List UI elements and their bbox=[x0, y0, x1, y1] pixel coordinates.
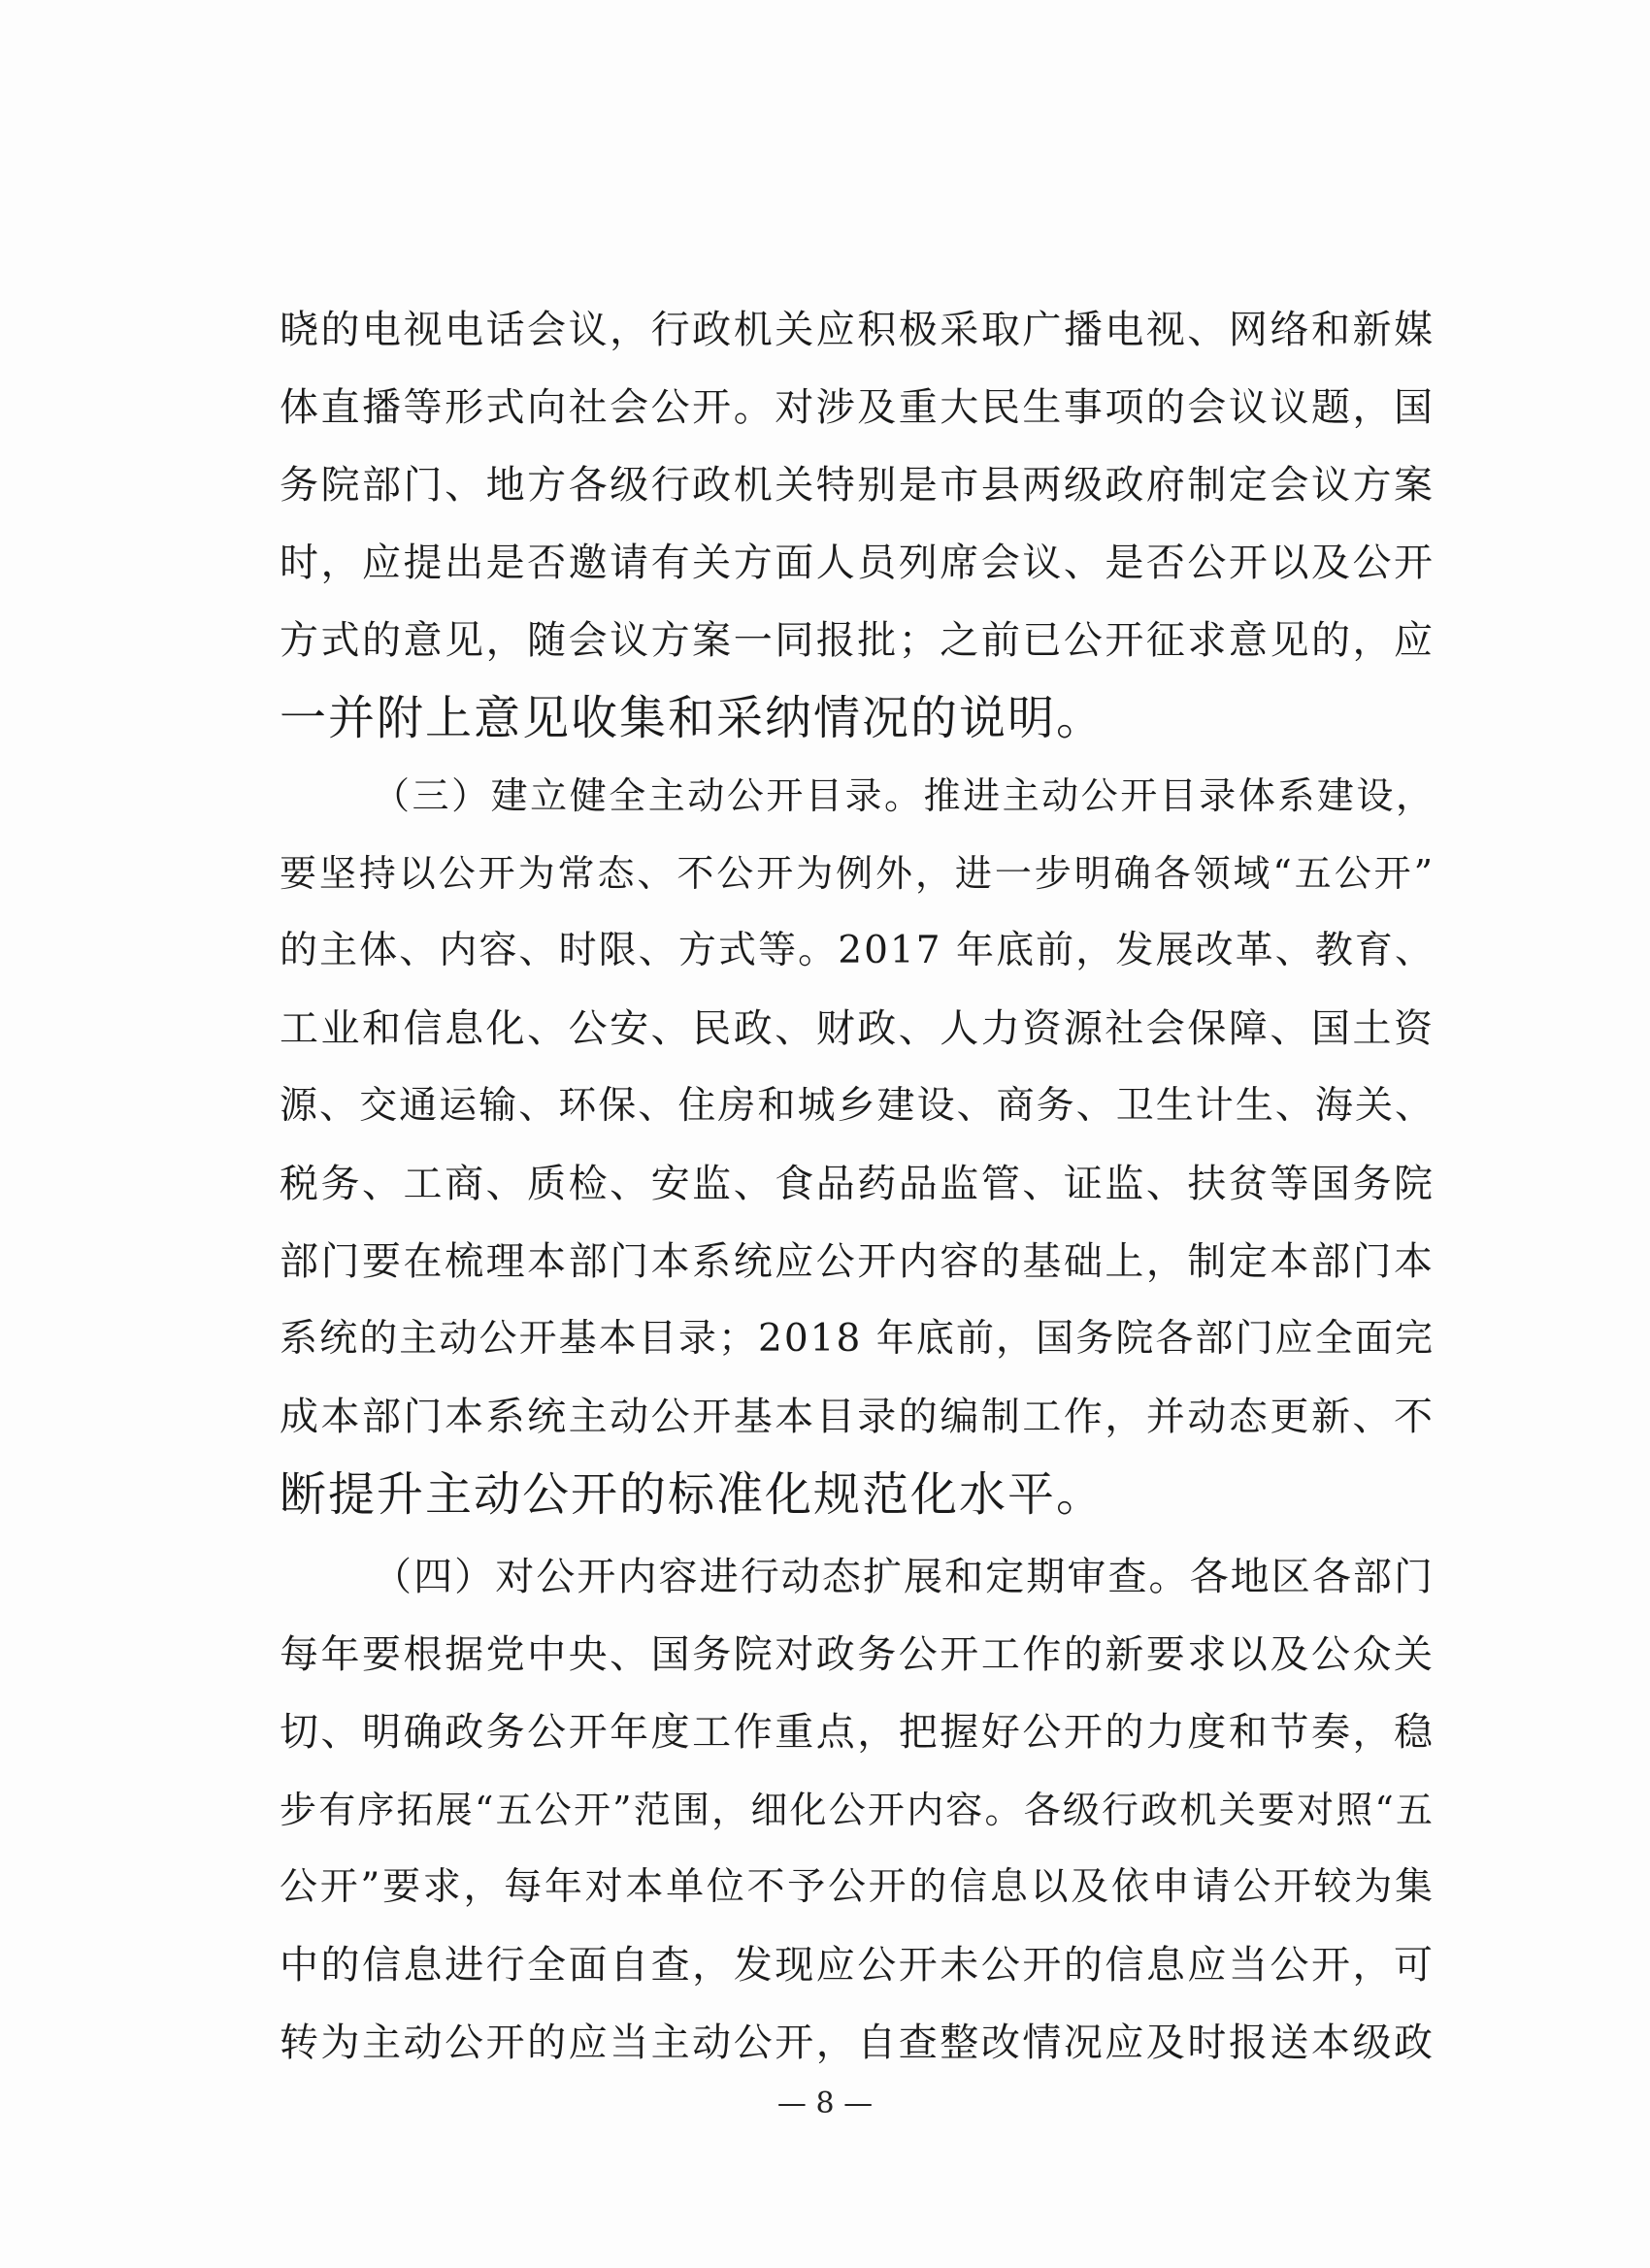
body-line: 每年要根据党中央、国务院对政务公开工作的新要求以及公众关 bbox=[280, 1632, 1435, 1677]
page-number: — 8 — bbox=[776, 2087, 874, 2120]
section-heading-line: （三）建立健全主动公开目录。推进主动公开目录体系建设， bbox=[373, 774, 1435, 817]
body-line: 中的信息进行全面自查，发现应公开未公开的信息应当公开，可 bbox=[280, 1943, 1435, 1988]
section-heading-line: （四）对公开内容进行动态扩展和定期审查。各地区各部门 bbox=[373, 1555, 1435, 1599]
body-line: 源、交通运输、环保、住房和城乡建设、商务、卫生计生、海关、 bbox=[280, 1084, 1435, 1128]
body-line: 断提升主动公开的标准化规范化水平。 bbox=[280, 1467, 1106, 1522]
body-line: 务院部门、地方各级行政机关特别是市县两级政府制定会议方案 bbox=[280, 463, 1435, 508]
body-line: 时，应提出是否邀请有关方面人员列席会议、是否公开以及公开 bbox=[280, 541, 1435, 585]
body-line: 步有序拓展“五公开”范围，细化公开内容。各级行政机关要对照“五 bbox=[280, 1789, 1435, 1831]
body-line: 切、明确政务公开年度工作重点，把握好公开的力度和节奏，稳 bbox=[280, 1710, 1435, 1755]
body-line: 工业和信息化、公安、民政、财政、人力资源社会保障、国土资 bbox=[280, 1006, 1435, 1051]
body-line: 转为主动公开的应当主动公开，自查整改情况应及时报送本级政 bbox=[280, 2021, 1435, 2065]
body-line: 公开”要求，每年对本单位不予公开的信息以及依申请公开较为集 bbox=[280, 1865, 1435, 1909]
body-line: 方式的意见，随会议方案一同报批；之前已公开征求意见的，应 bbox=[280, 618, 1435, 663]
body-line: 成本部门本系统主动公开基本目录的编制工作，并动态更新、不 bbox=[280, 1395, 1435, 1439]
body-line: 税务、工商、质检、安监、食品药品监管、证监、扶贫等国务院 bbox=[280, 1162, 1435, 1206]
body-line: 一并附上意见收集和采纳情况的说明。 bbox=[280, 691, 1106, 745]
body-line: 要坚持以公开为常态、不公开为例外，进一步明确各领域“五公开” bbox=[280, 852, 1435, 895]
body-line: 体直播等形式向社会公开。对涉及重大民生事项的会议议题，国 bbox=[280, 385, 1435, 430]
body-line: 的主体、内容、时限、方式等。2017 年底前，发展改革、教育、 bbox=[280, 929, 1435, 972]
body-line: 系统的主动公开基本目录；2018 年底前，国务院各部门应全面完 bbox=[280, 1317, 1435, 1361]
body-line: 晓的电视电话会议，行政机关应积极采取广播电视、网络和新媒 bbox=[280, 308, 1435, 352]
body-line: 部门要在梳理本部门本系统应公开内容的基础上，制定本部门本 bbox=[280, 1239, 1435, 1284]
